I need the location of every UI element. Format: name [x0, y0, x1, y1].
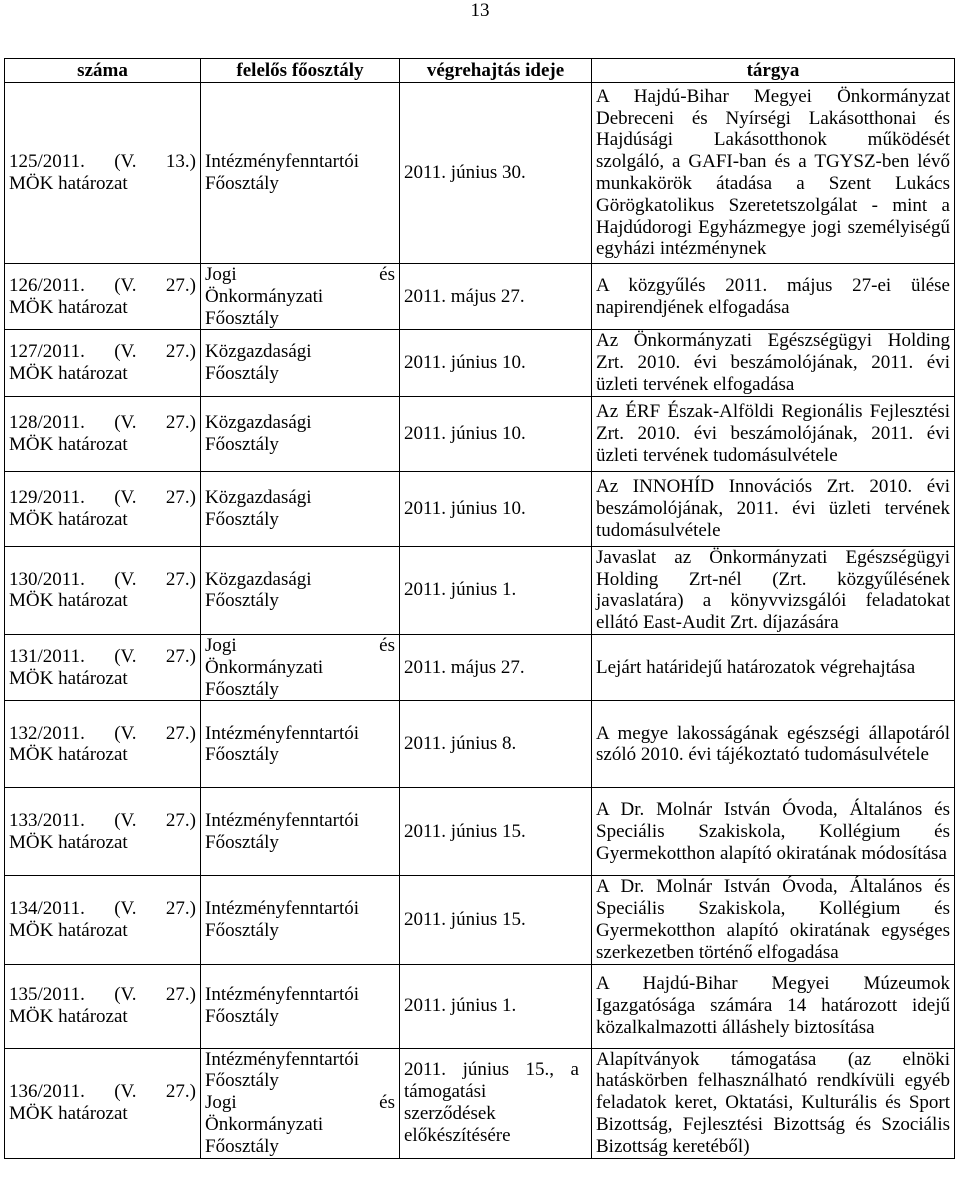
deadline-line: szerződések — [404, 1103, 496, 1125]
subject-cell: Az ÉRF Észak-Alföldi Regionális Fejlesztési Zrt. 2010. évi beszámolójának, 2011. évi üzleti tervének tudomásulvétele — [592, 396, 955, 471]
resolution-number: 126/2011. (V. 27.) — [9, 274, 196, 296]
deadline-cell — [400, 701, 592, 788]
deadline-line: 2011. június 10. — [404, 422, 526, 444]
responsible-department-cell — [201, 964, 400, 1048]
department-line: Közgazdasági — [205, 486, 312, 508]
department-line: Főosztály — [205, 590, 279, 612]
decisions-table — [4, 58, 955, 1159]
table-row — [5, 1048, 955, 1158]
department-line: Főosztály — [205, 1070, 279, 1092]
table-row — [5, 701, 955, 788]
subject-cell: Lejárt határidejű határozatok végrehajtása — [592, 634, 955, 700]
department-line: Önkormányzati — [205, 1113, 324, 1135]
department-line: Főosztály — [205, 744, 279, 766]
resolution-type: MÖK határozat — [9, 296, 128, 318]
table-row — [5, 471, 955, 546]
deadline-line: 2011. május 27. — [404, 656, 525, 678]
responsible-department-cell — [201, 876, 400, 964]
deadline-cell — [400, 788, 592, 876]
resolution-number: 128/2011. (V. 27.) — [9, 411, 196, 433]
subject-cell: Az Önkormányzati Egészségügyi Holding Zrt. 2010. évi beszámolójának, 2011. évi üzleti tervének elfogadása — [592, 330, 955, 396]
resolution-number: 135/2011. (V. 27.) — [9, 984, 196, 1006]
resolution-number-cell — [5, 876, 201, 964]
department-line: Főosztály — [205, 363, 279, 385]
responsible-department-cell — [201, 634, 400, 700]
resolution-number: 125/2011. (V. 13.) — [9, 151, 196, 173]
resolution-number: 133/2011. (V. 27.) — [9, 810, 196, 832]
deadline-cell — [400, 264, 592, 330]
resolution-number-cell — [5, 634, 201, 700]
resolution-type: MÖK határozat — [9, 433, 128, 455]
department-line: Főosztály — [205, 831, 279, 853]
resolution-number-cell — [5, 964, 201, 1048]
deadline-line: 2011. június 30. — [404, 162, 526, 184]
department-line: Főosztály — [205, 307, 279, 329]
deadline-line: 2011. június 10. — [404, 497, 526, 519]
deadline-cell — [400, 330, 592, 396]
department-line: Közgazdasági — [205, 568, 312, 590]
subject-cell: A Dr. Molnár István Óvoda, Általános és Speciális Szakiskola, Kollégium és Gyermekotthon alapító okiratának módosítása — [592, 788, 955, 876]
resolution-number-cell — [5, 396, 201, 471]
subject-cell: A Dr. Molnár István Óvoda, Általános és Speciális Szakiskola, Kollégium és Gyermekotthon alapító okiratának egységes szerkezetben történő elfogadása — [592, 876, 955, 964]
resolution-type: MÖK határozat — [9, 508, 128, 530]
responsible-department-cell — [201, 83, 400, 264]
deadline-cell — [400, 876, 592, 964]
department-line: Jogi és — [205, 264, 395, 285]
subject-cell: Az INNOHÍD Innovációs Zrt. 2010. évi beszámolójának, 2011. évi üzleti tervének tudomásulvétele — [592, 471, 955, 546]
resolution-type: MÖK határozat — [9, 363, 128, 385]
deadline-cell — [400, 546, 592, 634]
resolution-type: MÖK határozat — [9, 1006, 128, 1028]
deadline-cell — [400, 396, 592, 471]
department-line: Főosztály — [205, 433, 279, 455]
responsible-department-cell — [201, 546, 400, 634]
resolution-number-cell — [5, 1048, 201, 1158]
resolution-number-cell — [5, 83, 201, 264]
table-row — [5, 876, 955, 964]
page-number: 13 — [470, 0, 490, 21]
resolution-type: MÖK határozat — [9, 919, 128, 941]
responsible-department-cell — [201, 1048, 400, 1158]
subject-cell: A Hajdú-Bihar Megyei Önkormányzat Debreceni és Nyírségi Lakásotthonai és Hajdúsági Lakásotthonok működését szolgáló, a GAFI-ban és a TGYSZ-ben lévő munkakörök átadása a Szent Lukács Görögkatolikus Szeretetszolgálat - mint a Hajdúdorogi Egyházmegye jogi személyiségű egyházi intézménynek — [592, 83, 955, 264]
subject-cell: A megye lakosságának egészségi állapotáról szóló 2010. évi tájékoztató tudomásulvétele — [592, 701, 955, 788]
column-header-subject: tárgya — [592, 59, 955, 83]
deadline-cell — [400, 471, 592, 546]
department-line: Intézményfenntartói — [205, 984, 360, 1006]
responsible-department-cell — [201, 471, 400, 546]
department-line: Intézményfenntartói — [205, 1048, 360, 1070]
resolution-type: MÖK határozat — [9, 590, 128, 612]
resolution-type: MÖK határozat — [9, 831, 128, 853]
department-line: Intézményfenntartói — [205, 722, 360, 744]
table-row — [5, 964, 955, 1048]
department-line: Főosztály — [205, 173, 279, 194]
resolution-number: 134/2011. (V. 27.) — [9, 898, 196, 920]
responsible-department-cell — [201, 330, 400, 396]
department-line: Közgazdasági — [205, 341, 312, 363]
resolution-type: MÖK határozat — [9, 173, 128, 194]
resolution-type: MÖK határozat — [9, 667, 128, 689]
resolution-number: 129/2011. (V. 27.) — [9, 486, 196, 508]
column-header-number: száma — [5, 59, 201, 83]
resolution-number: 132/2011. (V. 27.) — [9, 722, 196, 744]
deadline-line: 2011. június 15. — [404, 909, 526, 931]
table-row — [5, 330, 955, 396]
department-line: Önkormányzati — [205, 285, 324, 307]
deadline-cell — [400, 964, 592, 1048]
deadline-line: 2011. június 1. — [404, 579, 517, 601]
department-line: Főosztály — [205, 678, 279, 700]
deadline-cell — [400, 83, 592, 264]
resolution-number-cell — [5, 330, 201, 396]
resolution-number-cell — [5, 701, 201, 788]
department-line: Önkormányzati — [205, 656, 324, 678]
resolution-type: MÖK határozat — [9, 744, 128, 766]
deadline-line: 2011. május 27. — [404, 285, 525, 307]
deadline-line: 2011. június 8. — [404, 733, 517, 755]
department-line: Főosztály — [205, 919, 279, 941]
table-row — [5, 788, 955, 876]
table-row — [5, 83, 955, 264]
deadline-cell — [400, 634, 592, 700]
department-line: Jogi és — [205, 634, 395, 656]
resolution-number-cell — [5, 546, 201, 634]
subject-cell: Alapítványok támogatása (az elnöki hatáskörben felhasználható rendkívüli egyéb feladatok keret, Oktatási, Kulturális és Sport Bizottság, Fejlesztési Bizottság és Szociális Bizottság keretéből) — [592, 1048, 955, 1158]
subject-cell: Javaslat az Önkormányzati Egészségügyi Holding Zrt-nél (Zrt. közgyűlésének javaslatára) a könyvvizsgálói feladatokat ellátó East-Audit Zrt. díjazására — [592, 546, 955, 634]
deadline-cell — [400, 1048, 592, 1158]
deadline-line: 2011. június 15. — [404, 820, 526, 842]
table-row — [5, 264, 955, 330]
department-line: Főosztály — [205, 1135, 279, 1157]
responsible-department-cell — [201, 264, 400, 330]
table-row — [5, 396, 955, 471]
table-row — [5, 634, 955, 700]
column-header-department: felelős főosztály — [201, 59, 400, 83]
deadline-line: támogatási — [404, 1081, 487, 1103]
deadline-line: 2011. június 10. — [404, 352, 526, 374]
column-header-deadline: végrehajtás ideje — [400, 59, 592, 83]
resolution-number-cell — [5, 471, 201, 546]
resolution-number: 131/2011. (V. 27.) — [9, 645, 196, 667]
department-line: Jogi és — [205, 1092, 395, 1114]
department-line: Főosztály — [205, 1006, 279, 1028]
table-header-row — [5, 59, 955, 83]
subject-cell: A Hajdú-Bihar Megyei Múzeumok Igazgatósága számára 14 határozott idejű közalkalmazotti álláshely biztosítása — [592, 964, 955, 1048]
table-row — [5, 546, 955, 634]
resolution-type: MÖK határozat — [9, 1103, 128, 1125]
deadline-line: 2011. június 15., a — [404, 1059, 579, 1081]
department-line: Közgazdasági — [205, 411, 312, 433]
department-line: Intézményfenntartói — [205, 810, 360, 832]
resolution-number-cell — [5, 264, 201, 330]
resolution-number-cell — [5, 788, 201, 876]
deadline-line: előkészítésére — [404, 1124, 511, 1146]
responsible-department-cell — [201, 701, 400, 788]
responsible-department-cell — [201, 396, 400, 471]
resolution-number: 130/2011. (V. 27.) — [9, 568, 196, 590]
resolution-number: 127/2011. (V. 27.) — [9, 341, 196, 363]
department-line: Intézményfenntartói — [205, 898, 360, 920]
responsible-department-cell — [201, 788, 400, 876]
department-line: Főosztály — [205, 508, 279, 530]
subject-cell: A közgyűlés 2011. május 27-ei ülése napirendjének elfogadása — [592, 264, 955, 330]
resolution-number: 136/2011. (V. 27.) — [9, 1081, 196, 1103]
deadline-line: 2011. június 1. — [404, 995, 517, 1017]
department-line: Intézményfenntartói — [205, 151, 360, 173]
